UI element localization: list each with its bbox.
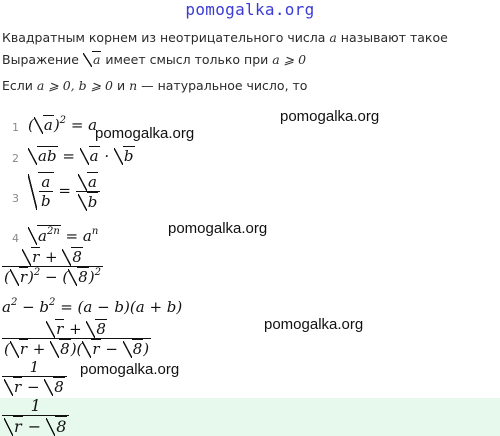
property-3: $\frac{a}{b}$ = $\frac{a}{b}$ [28, 172, 100, 211]
step-4-fraction: $\frac{1}{r - 8}$ [2, 358, 67, 396]
sqrt-a: a [83, 51, 101, 67]
intro-text: Если [2, 78, 37, 93]
property-4: $a^{2n} = a^n$ [28, 225, 98, 245]
watermark: pomogalka.org [168, 220, 268, 237]
intro-line-1 [2, 30, 448, 45]
condition: a ⩾ 0, b ⩾ 0 [36, 78, 114, 93]
intro-text: и [113, 78, 130, 93]
property-number: 1 [12, 121, 19, 134]
answer-fraction: $\frac{1}{r - 8}$ [2, 396, 69, 436]
intro-text: имеет смысл только при [101, 52, 273, 67]
step-2-identity: $a^2 - b^2 = (a - b)(a + b)$ [2, 297, 183, 316]
property-number: 4 [12, 232, 19, 245]
intro-line-2 [2, 51, 306, 67]
watermark: pomogalka.org [80, 361, 180, 378]
step-1-fraction: $\frac{r + 8}{( r)^2 - ( 8)^2}$ [4, 248, 102, 286]
var-n: n [129, 78, 138, 93]
intro-text: — натуральное число, то [137, 78, 308, 93]
intro-line-3 [2, 78, 307, 93]
condition: a ⩾ 0 [272, 52, 307, 67]
answer-highlight [0, 398, 500, 436]
intro-text: называют такое [336, 30, 448, 45]
var-a: a [329, 30, 337, 45]
step-3-fraction: $\frac{r + 8}{( r + 8)( r - 8)}$ [4, 320, 150, 358]
watermark: pomogalka.org [95, 125, 195, 142]
property-number: 2 [12, 152, 19, 165]
property-number: 3 [12, 192, 19, 205]
watermark: pomogalka.org [280, 108, 380, 125]
property-1: ( a)$^2$ = a [28, 115, 98, 134]
intro-text: Выражение [2, 52, 83, 67]
property-2: ab = a · b [28, 146, 135, 165]
watermark: pomogalka.org [264, 316, 364, 333]
site-title[interactable]: pomogalka.org [185, 0, 315, 19]
intro-text: Квадратным корнем из неотрицательного числа [2, 30, 330, 45]
